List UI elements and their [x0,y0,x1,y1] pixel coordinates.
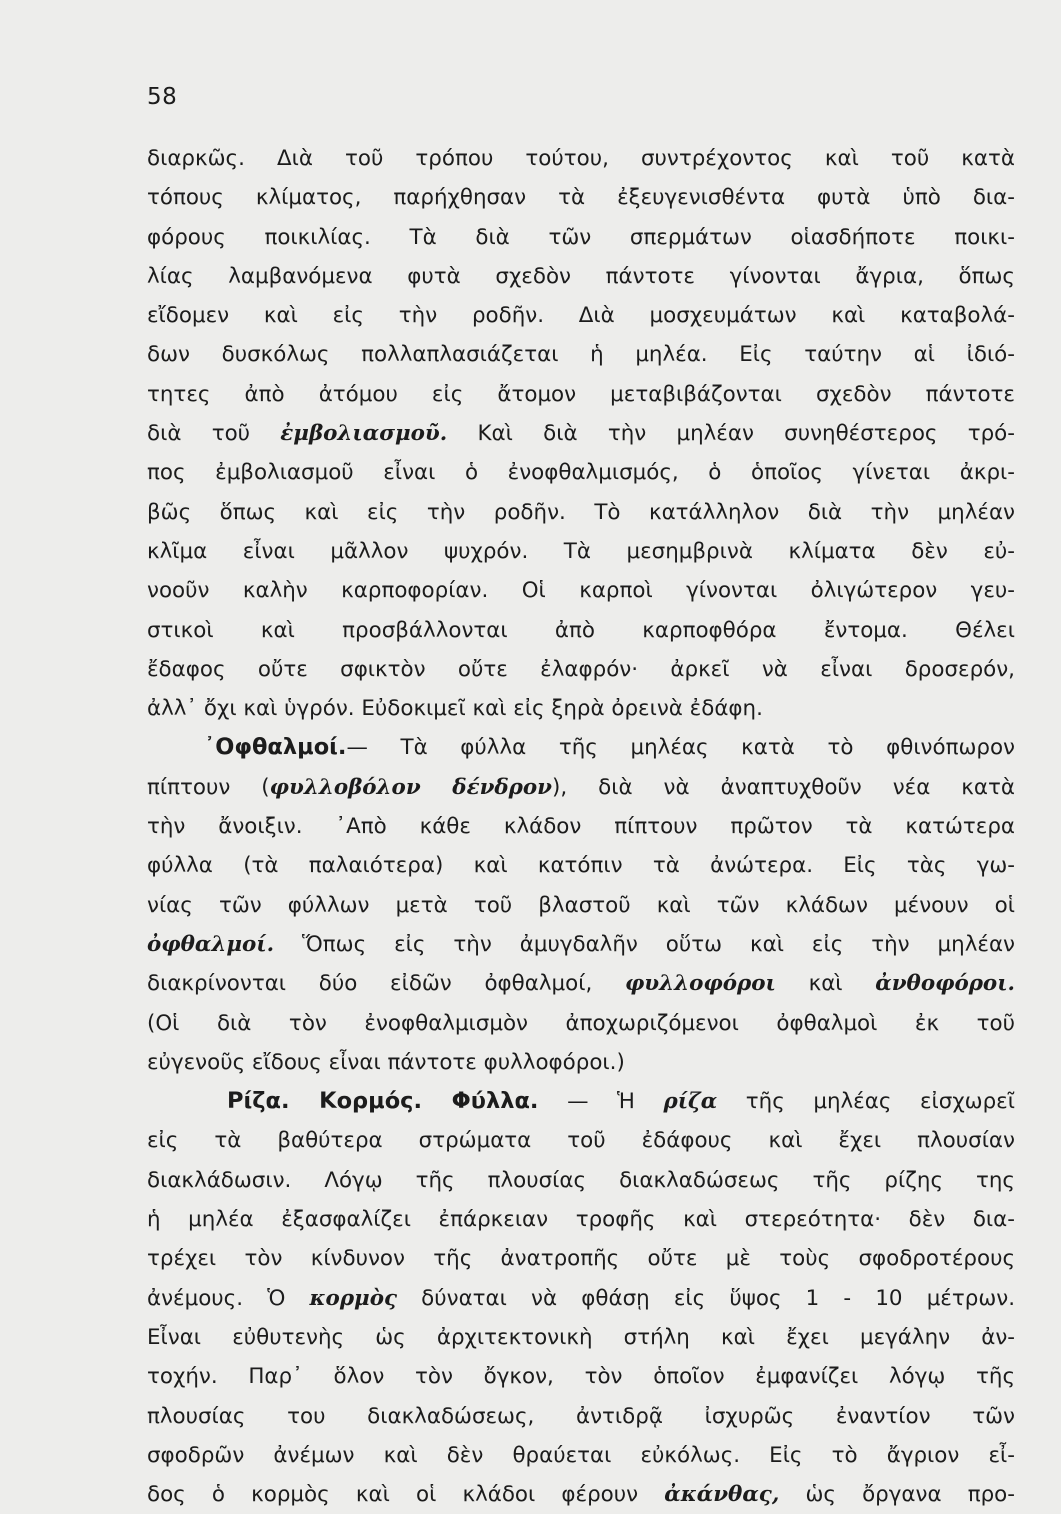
text-segment: φύλλα (τὰ παλαιότερα) καὶ κατόπιν τὰ ἀνώτερα. Εἰς τὰς γω- [147,853,1015,879]
text-segment: ἡ μηλέα ἐξασφαλίζει ἐπάρκειαν τροφῆς καὶ στερεότητα· δὲν δια- [147,1207,1015,1233]
text-segment: τοχήν. Παρ᾽ ὅλον τὸν ὄγκον, τὸν ὁποῖον ἐμφανίζει λόγῳ τῆς [147,1364,1015,1390]
emphasized-term: κορμὸς [309,1285,397,1311]
text-line [147,296,1015,335]
text-segment: εἴδομεν καὶ εἰς τὴν ροδῆν. Διὰ μοσχευμάτων καὶ καταβολά- [147,303,1015,329]
text-segment: — Ἡ [538,1089,664,1115]
text-line [147,414,1015,453]
text-segment: — Τὰ φύλλα τῆς μηλέας κατὰ τὸ φθινόπωρον [346,735,1015,761]
text-line [147,1397,1015,1436]
text-segment: ἀνέμους. Ὁ [147,1285,310,1311]
text-segment: καὶ [775,971,876,997]
text-line [147,571,1015,610]
emphasized-term: Ρίζα. Κορμός. Φύλλα. [227,1088,539,1115]
text-segment: βῶς ὅπως καὶ εἰς τὴν ροδῆν. Τὸ κατάλληλον διὰ τὴν μηλέαν [147,499,1015,525]
text-segment: ), διὰ νὰ ἀναπτυχθοῦν νέα κατὰ [552,774,1015,800]
text-segment: ἔδαφος οὔτε σφικτὸν οὔτε ἐλαφρόν· ἀρκεῖ νὰ εἶναι δροσερόν, [147,656,1015,682]
text-segment: (Οἱ διὰ τὸν ἐνοφθαλμισμὸν ἀποχωριζόμενοι ὀφθαλμοὶ ἐκ τοῦ [147,1010,1015,1036]
text-segment: πλουσίας του διακλαδώσεως, ἀντιδρᾷ ἰσχυρῶς ἐναντίον τῶν [147,1403,1015,1429]
text-segment: φόρους ποικιλίας. Τὰ διὰ τῶν σπερμάτων οἱασδήποτε ποικι- [147,224,1015,250]
text-segment: Καὶ διὰ τὴν μηλέαν συνηθέστερος τρό- [447,421,1015,447]
text-segment: στικοὶ καὶ προσβάλλονται ἀπὸ καρποφθόρα ἔντομα. Θέλει [147,617,1015,643]
text-line [147,1043,1015,1082]
text-line [147,335,1015,374]
text-line [147,1082,1015,1121]
text-line [147,650,1015,689]
text-line [147,375,1015,414]
text-line [147,218,1015,257]
text-segment: πίπτουν ( [147,774,270,800]
text-line [147,689,1015,728]
text-segment: κλῖμα εἶναι μᾶλλον ψυχρόν. Τὰ μεσημβρινὰ κλίματα δὲν εὐ- [147,538,1015,564]
text-line [147,611,1015,650]
text-line [147,1357,1015,1396]
text-segment: διακλάδωσιν. Λόγῳ τῆς πλουσίας διακλαδώσεως τῆς ρίζης της [147,1167,1015,1193]
text-segment: εἰς τὰ βαθύτερα στρώματα τοῦ ἐδάφους καὶ ἔχει πλουσίαν [147,1128,1015,1154]
text-segment: νίας τῶν φύλλων μετὰ τοῦ βλαστοῦ καὶ τῶν κλάδων μένουν οἱ [147,892,1015,918]
text-segment: τητες ἀπὸ ἀτόμου εἰς ἄτομον μεταβιβάζονται σχεδὸν πάντοτε [147,381,1015,407]
text-line [147,1121,1015,1160]
page-number: 58 [147,84,178,110]
text-line [147,886,1015,925]
emphasized-term: ἀνθοφόροι. [875,971,1015,997]
text-line [147,532,1015,571]
emphasized-term: φυλλοφόροι [624,971,776,997]
text-segment: τόπους κλίματος, παρήχθησαν τὰ ἐξευγενισθέντα φυτὰ ὑπὸ δια- [147,185,1015,211]
emphasized-term: ἀκάνθας, [664,1482,780,1508]
text-segment: Ὅπως εἰς τὴν ἀμυγδαλῆν οὕτω καὶ εἰς τὴν μηλέαν [274,931,1015,957]
emphasized-term: ὀφθαλμοί. [147,931,275,957]
text-line [147,728,1015,767]
text-line [147,139,1015,178]
text-line [147,1436,1015,1475]
text-segment: δος ὁ κορμὸς καὶ οἱ κλάδοι φέρουν [147,1482,665,1508]
text-segment: νοοῦν καλὴν καρποφορίαν. Οἱ καρποὶ γίνονται ὀλιγώτερον γευ- [147,578,1015,604]
text-line [147,257,1015,296]
emphasized-term: ᾽Οφθαλμοί. [204,734,347,761]
text-line [147,1475,1015,1514]
text-line [147,493,1015,532]
text-segment: διὰ τοῦ [147,421,281,447]
text-line [147,1004,1015,1043]
text-line [147,768,1015,807]
text-line [147,178,1015,217]
text-segment: εὐγενοῦς εἴδους εἶναι πάντοτε φυλλοφόροι.) [147,1049,625,1075]
text-segment: τῆς μηλέας εἰσχωρεῖ [717,1089,1015,1115]
text-segment: σφοδρῶν ἀνέμων καὶ δὲν θραύεται εὐκόλως. Εἰς τὸ ἄγριον εἶ- [147,1442,1015,1468]
text-line [147,807,1015,846]
text-segment: ἀλλ᾽ ὄχι καὶ ὑγρόν. Εὐδοκιμεῖ καὶ εἰς ξηρὰ ὀρεινὰ ἐδάφη. [147,696,763,722]
text-line [147,846,1015,885]
text-segment: ὡς ὄργανα προ- [779,1482,1015,1508]
text-line [147,925,1015,964]
emphasized-term: φυλλοβόλον δένδρον [269,774,553,800]
text-line [147,453,1015,492]
text-line [147,1279,1015,1318]
text-line [147,1318,1015,1357]
text-segment: λίας λαμβανόμενα φυτὰ σχεδὸν πάντοτε γίνονται ἄγρια, ὅπως [147,263,1015,289]
text-line [147,964,1015,1003]
text-segment: δων δυσκόλως πολλαπλασιάζεται ἡ μηλέα. Εἰς ταύτην αἱ ἰδιό- [147,342,1015,368]
text-segment: πος ἐμβολιασμοῦ εἶναι ὁ ἐνοφθαλμισμός, ὁ ὁποῖος γίνεται ἀκρι- [147,460,1015,486]
text-segment: διαρκῶς. Διὰ τοῦ τρόπου τούτου, συντρέχοντος καὶ τοῦ κατὰ [147,146,1015,171]
text-line [147,1200,1015,1239]
body-text [147,139,1015,1514]
text-segment: τὴν ἄνοιξιν. ᾽Απὸ κάθε κλάδον πίπτουν πρῶτον τὰ κατώτερα [147,814,1015,840]
emphasized-term: ρίζα [663,1089,718,1115]
text-segment: τρέχει τὸν κίνδυνον τῆς ἀνατροπῆς οὔτε μὲ τοὺς σφοδροτέρους [147,1246,1015,1272]
text-line [147,1161,1015,1200]
text-segment: Εἶναι εὐθυτενὴς ὡς ἀρχιτεκτονικὴ στήλη καὶ ἔχει μεγάλην ἀν- [147,1324,1015,1350]
text-line [147,1239,1015,1278]
text-segment: διακρίνονται δύο εἰδῶν ὀφθαλμοί, [147,971,625,997]
text-segment: δύναται νὰ φθάσῃ εἰς ὕψος 1 - 10 μέτρων. [397,1285,1015,1311]
emphasized-term: ἐμβολιασμοῦ. [280,421,448,447]
